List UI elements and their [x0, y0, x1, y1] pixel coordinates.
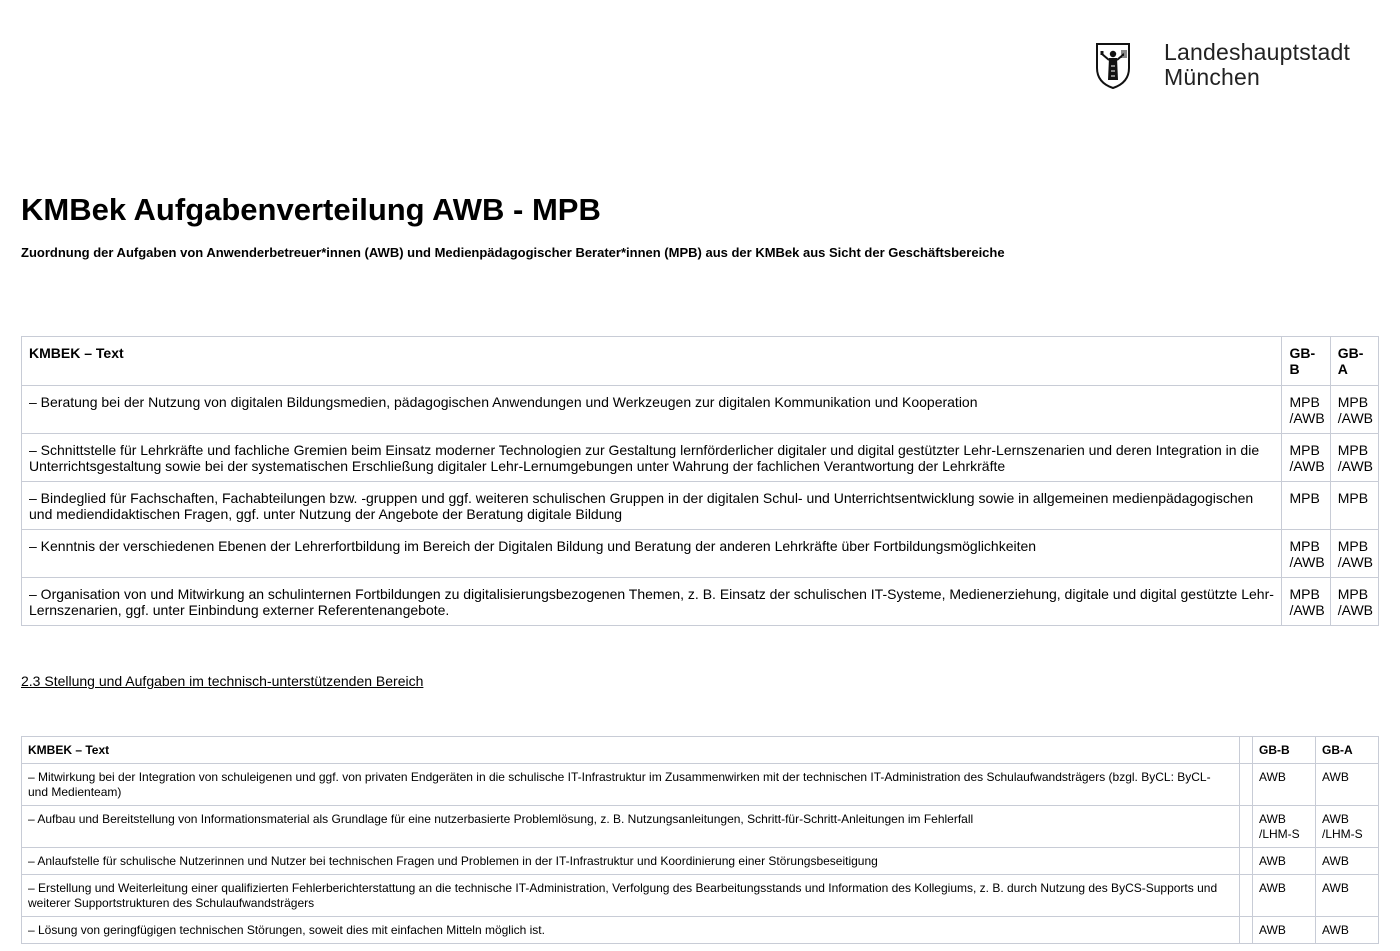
task-text: – Bindeglied für Fachschaften, Fachabteilungen bzw. -gruppen und ggf. weiteren schulischen Gruppen in der digitalen Schul- und Unterrichtsentwicklung sowie in allgemeinen medienpädagogischen und mediendidaktischen Fragen, ggf. unter Nutzung der Angebote der Beratung digitale Bildung [22, 481, 1281, 529]
table-row [22, 481, 1378, 529]
task-table-pedagogical [21, 336, 1379, 626]
organization-name [1164, 40, 1350, 90]
column-header-gb-a: GB-A [1315, 737, 1378, 763]
gb-b-value: AWB [1252, 916, 1315, 943]
column-header-gb-b: GB-B [1252, 737, 1315, 763]
task-text: – Mitwirkung bei der Integration von schuleigenen und ggf. von privaten Endgeräten in die schulische IT-Infrastruktur im Zusammenwirken mit der technischen IT-Administration des Schulaufwandsträgers (bzgl. ByCL: ByCL- und Medienteam) [22, 763, 1239, 805]
gb-a-value: AWB [1315, 874, 1378, 916]
table-header-row [22, 737, 1378, 763]
gb-b-value: MPB /AWB [1281, 433, 1329, 481]
gb-b-value: MPB /AWB [1281, 577, 1329, 625]
gb-b-value: MPB [1281, 481, 1329, 529]
column-header-gb-a: GB- A [1330, 337, 1378, 385]
gb-a-value: MPB /AWB [1330, 577, 1378, 625]
task-text: – Aufbau und Bereitstellung von Informationsmaterial als Grundlage für eine nutzerbasierte Problemlösung, z. B. Nutzungsanleitungen, Schritt-für-Schritt-Anleitungen im Fehlerfall [22, 805, 1239, 847]
table-row [22, 385, 1378, 433]
gb-b-value: AWB [1252, 763, 1315, 805]
gb-b-value: AWB [1252, 847, 1315, 874]
page-title: KMBek Aufgabenverteilung AWB - MPB [21, 192, 601, 227]
table-row [22, 847, 1378, 874]
column-header-text: KMBEK – Text [28, 743, 110, 757]
gb-a-value: AWB [1315, 763, 1378, 805]
task-table-technical [21, 736, 1379, 944]
task-text: – Erstellung und Weiterleitung einer qualifizierten Fehlerberichterstattung an die technische IT-Administration, Verfolgung des Bearbeitungsstands und Information des Kollegiums, z. B. durch Nutzung des ByCS-Supports und weiterer Supportstrukturen des Schulaufwandsträgers [22, 874, 1239, 916]
empty-column [1239, 763, 1252, 805]
task-text: – Kenntnis der verschiedenen Ebenen der Lehrerfortbildung im Bereich der Digitalen Bildung und Beratung der anderen Lehrkräfte über Fortbildungsmöglichkeiten [22, 529, 1281, 577]
table-row [22, 529, 1378, 577]
table-row [22, 874, 1378, 916]
section-heading: 2.3 Stellung und Aufgaben im technisch-unterstützenden Bereich [21, 673, 424, 689]
munich-coat-of-arms-icon [1094, 42, 1132, 90]
gb-b-value: MPB /AWB [1281, 385, 1329, 433]
gb-b-value: MPB /AWB [1281, 529, 1329, 577]
empty-column [1239, 805, 1252, 847]
table-row [22, 577, 1378, 625]
task-text: – Schnittstelle für Lehrkräfte und fachliche Gremien beim Einsatz moderner Technologien zur Gestaltung lernförderlicher digitaler und digital gestützter Lehr-Lernszenarien und deren Integration in die Unterrichtsgestaltung sowie bei der systematischen Erschließung digitaler Lehr-Lernumgebungen unter Wahrung der fachlichen Verantwortung der Lehrkräfte [22, 433, 1281, 481]
table-row [22, 763, 1378, 805]
gb-a-value: MPB /AWB [1330, 529, 1378, 577]
gb-a-value: MPB /AWB [1330, 385, 1378, 433]
task-text: – Anlaufstelle für schulische Nutzerinnen und Nutzer bei technischen Fragen und Problemen in der IT-Infrastruktur und Koordinierung einer Störungsbeseitigung [22, 847, 1239, 874]
empty-column [1239, 916, 1252, 943]
column-header-text: KMBEK – Text [29, 345, 124, 361]
table-row [22, 916, 1378, 943]
task-text: – Lösung von geringfügigen technischen Störungen, soweit dies mit einfachen Mitteln möglich ist. [22, 916, 1239, 943]
gb-a-value: AWB /LHM-S [1315, 805, 1378, 847]
gb-a-value: AWB [1315, 847, 1378, 874]
empty-column [1239, 737, 1252, 763]
table-row [22, 805, 1378, 847]
task-text: – Beratung bei der Nutzung von digitalen Bildungsmedien, pädagogischen Anwendungen und Werkzeugen zur digitalen Kommunikation und Kooperation [22, 385, 1281, 433]
city-logo [1094, 40, 1350, 90]
column-header-gb-b: GB- B [1281, 337, 1329, 385]
gb-b-value: AWB /LHM-S [1252, 805, 1315, 847]
org-line-1: Landeshauptstadt [1164, 39, 1351, 65]
page-subtitle: Zuordnung der Aufgaben von Anwenderbetreuer*innen (AWB) und Medienpädagogischer Berater*innen (MPB) aus der KMBek aus Sicht der Geschäftsbereiche [21, 245, 1005, 260]
empty-column [1239, 874, 1252, 916]
empty-column [1239, 847, 1252, 874]
org-line-2: München [1164, 64, 1261, 90]
task-text: – Organisation von und Mitwirkung an schulinternen Fortbildungen zu digitalisierungsbezogenen Themen, z. B. Einsatz der schulischen IT-Systeme, Medienerziehung, digitale und digital gestützte Lehr-Lernszenarien, ggf. unter Einbindung externer Referentenangebote. [22, 577, 1281, 625]
gb-a-value: MPB [1330, 481, 1378, 529]
table-header-row [22, 337, 1378, 385]
gb-a-value: MPB /AWB [1330, 433, 1378, 481]
table-row [22, 433, 1378, 481]
gb-a-value: AWB [1315, 916, 1378, 943]
gb-b-value: AWB [1252, 874, 1315, 916]
